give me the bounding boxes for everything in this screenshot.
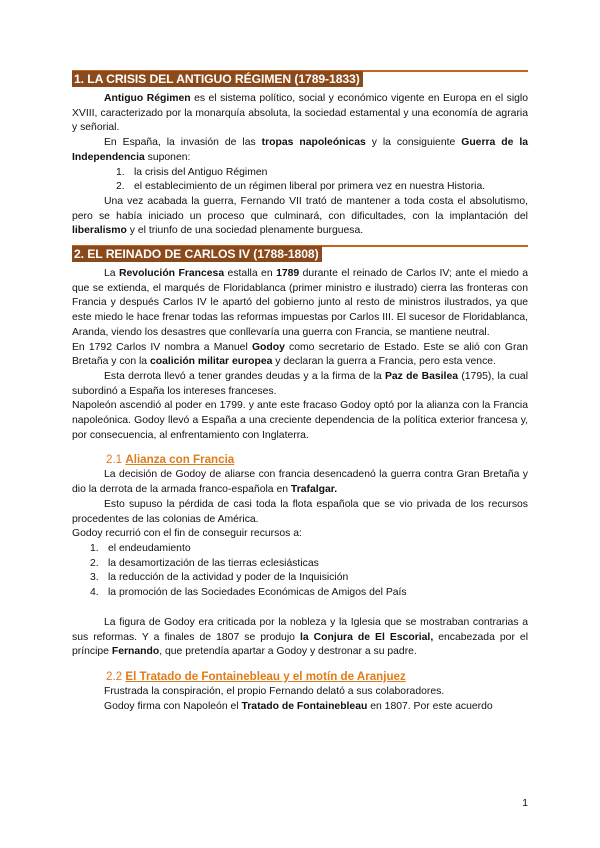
s21-paragraph-1: La decisión de Godoy de aliarse con francia desencadenó la guerra contra Gran Bretaña y dio la derrota de la armada franco-española en Trafalgar. xyxy=(72,469,528,496)
s21-list xyxy=(90,542,528,601)
s21-paragraph-3: Godoy recurrió con el fin de conseguir recursos a: xyxy=(72,528,302,540)
s2-paragraph-1: La Revolución Francesa estalla en 1789 durante el reinado de Carlos IV; ante el miedo a que se extienda, el marqués de Floridablanca (primer ministro e ilustrado) cierra las fronteras con Francia y después Carlos IV le apartó del gobierno junto al resto de ministros ilustrados, ya que este miedo le hace frenar todas las reformas impuestas por Carlos III. El sucesor de Floridablanca, Aranda, viendo los desastres que conllevaría una guerra con Francia, se mantiene neutral. xyxy=(72,268,528,338)
s1-list xyxy=(116,166,528,195)
document-page xyxy=(72,70,528,714)
s21-paragraph-2: Esto supuso la pérdida de casi toda la flota española que se vio privada de los recursos procedentes de las colonias de América. xyxy=(72,498,528,525)
list-item: 2. el establecimiento de un régimen liberal por primera vez en nuestra Historia. xyxy=(116,181,486,193)
s22-paragraph-2: Godoy firma con Napoleón el Tratado de Fontainebleau en 1807. Por este acuerdo xyxy=(104,700,493,712)
s21-paragraph-4: La figura de Godoy era criticada por la nobleza y la Iglesia que se mostraban contrarias a sus reformas. Y a finales de 1807 se produjo la Conjura de El Escorial, encabezada por el príncipe Fernando, que pretendía apartar a Godoy y destronar a su padre. xyxy=(72,616,529,658)
s2-paragraph-4: Napoleón ascendió al poder en 1799. y ante este fracaso Godoy optó por la alianza con la Francia napoleónica. Godoy llevó a España a una creciente dependencia de la política exterior francesa y, por consecuencia, al enfrentamiento con Inglaterra. xyxy=(72,400,528,441)
section-2-heading-row xyxy=(72,245,528,265)
section-1-heading: 1. LA CRISIS DEL ANTIGUO RÉGIMEN (1789-1833) xyxy=(72,71,363,87)
list-item: 1. la crisis del Antiguo Régimen xyxy=(116,166,268,178)
list-item: 4. la promoción de las Sociedades Económicas de Amigos del País xyxy=(90,587,407,599)
section-1-heading-row xyxy=(72,70,528,90)
s22-paragraph-1: Frustrada la conspiración, el propio Fernando delató a sus colaboradores. xyxy=(104,685,445,697)
s1-paragraph-3: Una vez acabada la guerra, Fernando VII trató de mantener a toda costa el absolutismo, pero se había iniciado un proceso que culminará, con dificultades, con la implantación del liberalismo y el triunfo de una sociedad plenamente burguesa. xyxy=(72,195,528,237)
section-2-heading: 2. EL REINADO DE CARLOS IV (1788-1808) xyxy=(72,246,322,262)
page-number: 1 xyxy=(522,798,528,809)
s2-paragraph-2: En 1792 Carlos IV nombra a Manuel Godoy como secretario de Estado. Este se alió con Gran Bretaña y con la coalición militar europea y declaran la guerra a Francia, pero esta vence. xyxy=(72,341,528,368)
s2-paragraph-3: Esta derrota llevó a tener grandes deudas y a la firma de la Paz de Basilea (1795), la cual subordinó a España los intereses franceses. xyxy=(72,370,529,397)
subsection-2-2-heading: 2.2 El Tratado de Fontainebleau y el motín de Aranjuez xyxy=(106,669,406,683)
list-item: 2. la desamortización de las tierras eclesiásticas xyxy=(90,557,319,569)
list-item: 3. la reducción de la actividad y poder de la Inquisición xyxy=(90,572,349,584)
s1-paragraph-1: Antiguo Régimen es el sistema político, social y económico vigente en Europa en el siglo XVIII, caracterizado por la monarquía absoluta, la sociedad estamental y una economía de agraria y señorial. xyxy=(72,93,528,134)
subsection-2-1-heading: 2.1 Alianza con Francia xyxy=(106,453,235,467)
s1-paragraph-2: En España, la invasión de las tropas napoleónicas y la consiguiente Guerra de la Independencia suponen: xyxy=(72,137,529,163)
list-item: 1. el endeudamiento xyxy=(90,542,191,554)
